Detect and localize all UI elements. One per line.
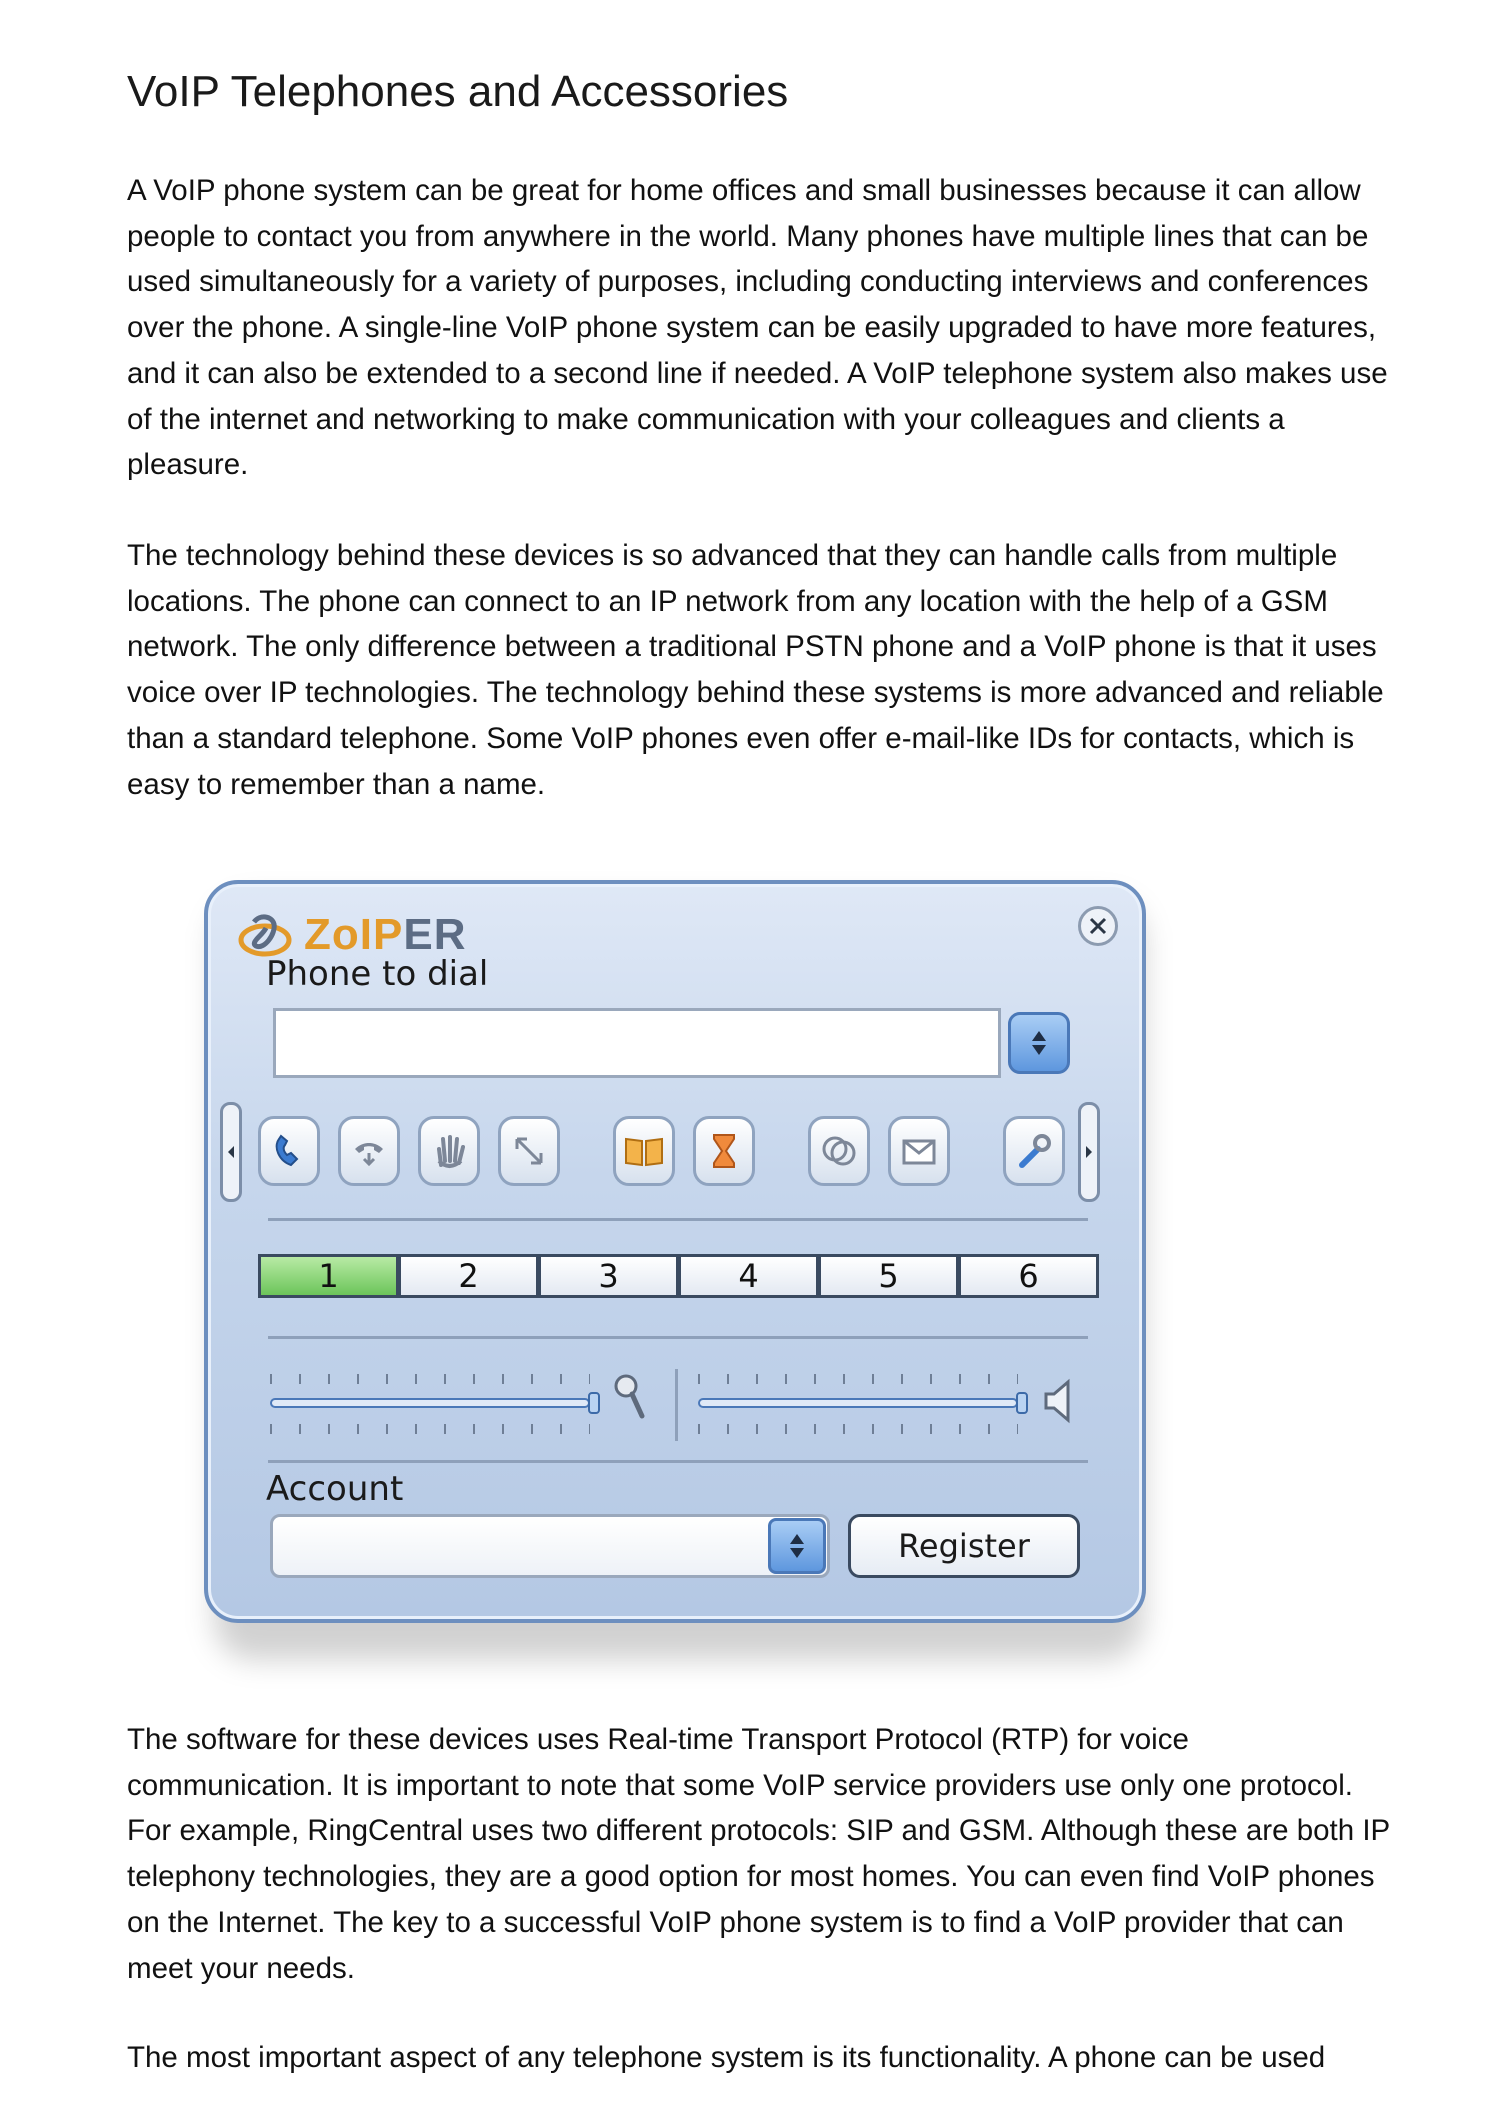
slider-rail <box>698 1398 1018 1408</box>
paragraph: The software for these devices uses Real-time Transport Protocol (RTP) for voice communication. It is important to note that some VoIP service providers use only one protocol. For example, RingCentral uses two different protocols: SIP and GSM. Although these are both IP telephony technologies, they are a good option for most homes. You can even find VoIP phones on the Internet. The key to a successful VoIP phone system is to find a VoIP provider that can meet your needs. <box>127 1723 1390 1985</box>
settings-wrench-icon <box>1014 1131 1054 1171</box>
line-tab-5[interactable]: 5 <box>818 1254 959 1298</box>
page-title: VoIP Telephones and Accessories <box>127 67 789 116</box>
close-icon <box>1088 916 1108 936</box>
arrow-down-icon <box>1032 1045 1046 1055</box>
call-button[interactable] <box>258 1116 320 1186</box>
chevron-right-icon <box>1084 1145 1094 1159</box>
slider-ticks <box>270 1374 590 1384</box>
call-icon <box>269 1131 309 1171</box>
divider <box>268 1218 1088 1221</box>
slider-thumb[interactable] <box>588 1392 600 1414</box>
line-tab-6[interactable]: 6 <box>958 1254 1099 1298</box>
zoiper-logo <box>236 910 466 960</box>
line-tab-4[interactable]: 4 <box>678 1254 819 1298</box>
slider-ticks <box>698 1424 1018 1434</box>
message-icon <box>899 1131 939 1171</box>
account-label: Account <box>266 1469 404 1509</box>
address-book-icon <box>622 1131 666 1171</box>
message-button[interactable] <box>888 1116 950 1186</box>
transfer-icon <box>509 1131 549 1171</box>
register-button[interactable]: Register <box>848 1514 1080 1578</box>
zoiper-logo-text: ZoIPER <box>304 910 467 959</box>
hangup-button[interactable] <box>338 1116 400 1186</box>
close-button[interactable] <box>1078 906 1118 946</box>
microphone-icon <box>612 1372 646 1422</box>
toolbar-scroll-left[interactable] <box>220 1102 242 1202</box>
paragraph: The technology behind these devices is so advanced that they can handle calls from multiple locations. The phone can connect to an IP network from any location with the help of a GSM network. The only difference between a traditional PSTN phone and a VoIP phone is that it uses voice over IP technologies. The technology behind these systems is more advanced and reliable than a standard telephone. Some VoIP phones even offer e-mail-like IDs for contacts, which is easy to remember than a name. <box>127 539 1384 801</box>
slider-ticks <box>698 1374 1018 1384</box>
line-tab-2[interactable]: 2 <box>398 1254 539 1298</box>
divider <box>268 1460 1088 1463</box>
phone-to-dial-label: Phone to dial <box>266 954 489 994</box>
hold-button[interactable] <box>418 1116 480 1186</box>
microphone-volume-slider[interactable] <box>270 1374 600 1434</box>
speaker-volume-slider[interactable] <box>698 1374 1028 1434</box>
slider-ticks <box>270 1424 590 1434</box>
chevron-left-icon <box>226 1145 236 1159</box>
speaker-icon <box>1042 1378 1076 1424</box>
paragraph: A VoIP phone system can be great for home offices and small businesses because it can allow people to contact you from anywhere in the world. Many phones have multiple lines that can be used simultaneously for a variety of purposes, including conducting interviews and conferences over the phone. A single-line VoIP phone system can be easily upgraded to have more features, and it can also be extended to a second line if needed. A VoIP telephone system also makes use of the internet and networking to make communication with your colleagues and clients a pleasure. <box>127 174 1388 482</box>
line-selector <box>258 1254 1098 1298</box>
slider-rail <box>270 1398 590 1408</box>
divider <box>675 1369 678 1441</box>
divider <box>268 1336 1088 1339</box>
paragraph: The most important aspect of any telephone system is its functionality. A phone can be used <box>127 2041 1326 2074</box>
history-button[interactable] <box>693 1116 755 1186</box>
dial-history-spinner[interactable] <box>1008 1012 1070 1074</box>
zoiper-window <box>204 880 1146 1623</box>
arrow-up-icon <box>790 1534 804 1544</box>
conference-icon <box>819 1131 859 1171</box>
transfer-button[interactable] <box>498 1116 560 1186</box>
account-select[interactable] <box>270 1514 830 1578</box>
line-tab-3[interactable]: 3 <box>538 1254 679 1298</box>
address-book-button[interactable] <box>613 1116 675 1186</box>
account-dropdown-arrow[interactable] <box>768 1518 826 1574</box>
history-hourglass-icon <box>704 1131 744 1171</box>
hangup-icon <box>349 1131 389 1171</box>
conference-button[interactable] <box>808 1116 870 1186</box>
arrow-down-icon <box>790 1548 804 1558</box>
zoiper-logo-icon <box>236 910 294 960</box>
hold-hand-icon <box>429 1131 469 1171</box>
settings-button[interactable] <box>1003 1116 1065 1186</box>
line-tab-1[interactable]: 1 <box>258 1254 399 1298</box>
arrow-up-icon <box>1032 1031 1046 1041</box>
toolbar-scroll-right[interactable] <box>1078 1102 1100 1202</box>
phone-number-input[interactable] <box>273 1008 1001 1078</box>
slider-thumb[interactable] <box>1016 1392 1028 1414</box>
